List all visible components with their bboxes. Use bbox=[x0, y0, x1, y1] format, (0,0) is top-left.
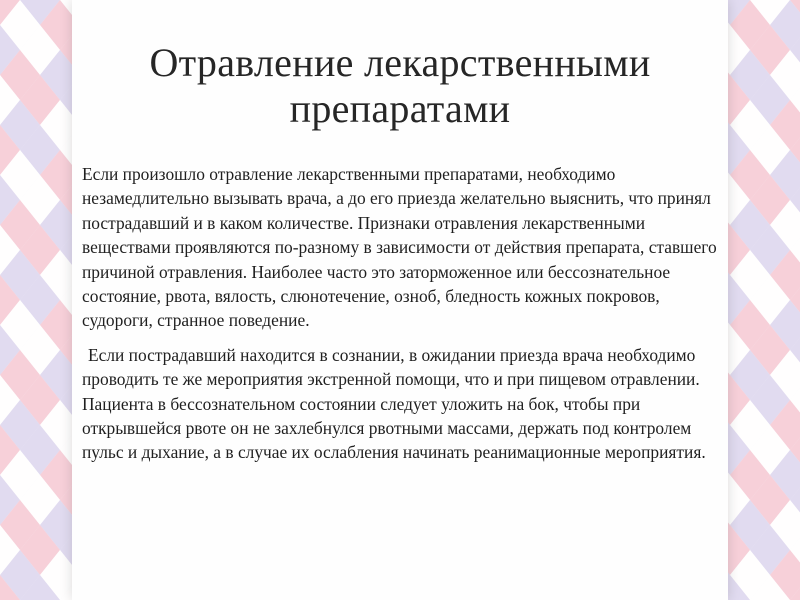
slide-title-line-2: препаратами bbox=[289, 86, 511, 131]
slide-content bbox=[72, 0, 728, 600]
slide-title-line-1: Отравление лекарственными bbox=[149, 40, 651, 85]
slide-title bbox=[72, 40, 728, 132]
paragraph-1: Если произошло отравление лекарственными препаратами, необходимо незамедлительно вызывать врача, а до его приезда желательно выяснить, что принял пострадавший и в каком количестве. Признаки отравления лекарственными веществами проявляются по-разному в зависимости от действия препарата, ставшего причиной отравления. Наиболее часто это заторможенное или бессознательное состояние, рвота, вялость, слюнотечение, озноб, бледность кожных покровов, судороги, странное поведение. bbox=[82, 164, 717, 331]
paragraph-2: Если пострадавший находится в сознании, в ожидании приезда врача необходимо проводить те же мероприятия экстренной помощи, что и при пищевом отравлении. Пациента в бессознательном состоянии следует уложить на бок, чтобы при открывшейся рвоте он не захлебнулся рвотными массами, держать под контролем пульс и дыхание, а в случае их ослабления начинать реанимационные мероприятия. bbox=[82, 344, 706, 463]
slide-body bbox=[82, 162, 722, 475]
